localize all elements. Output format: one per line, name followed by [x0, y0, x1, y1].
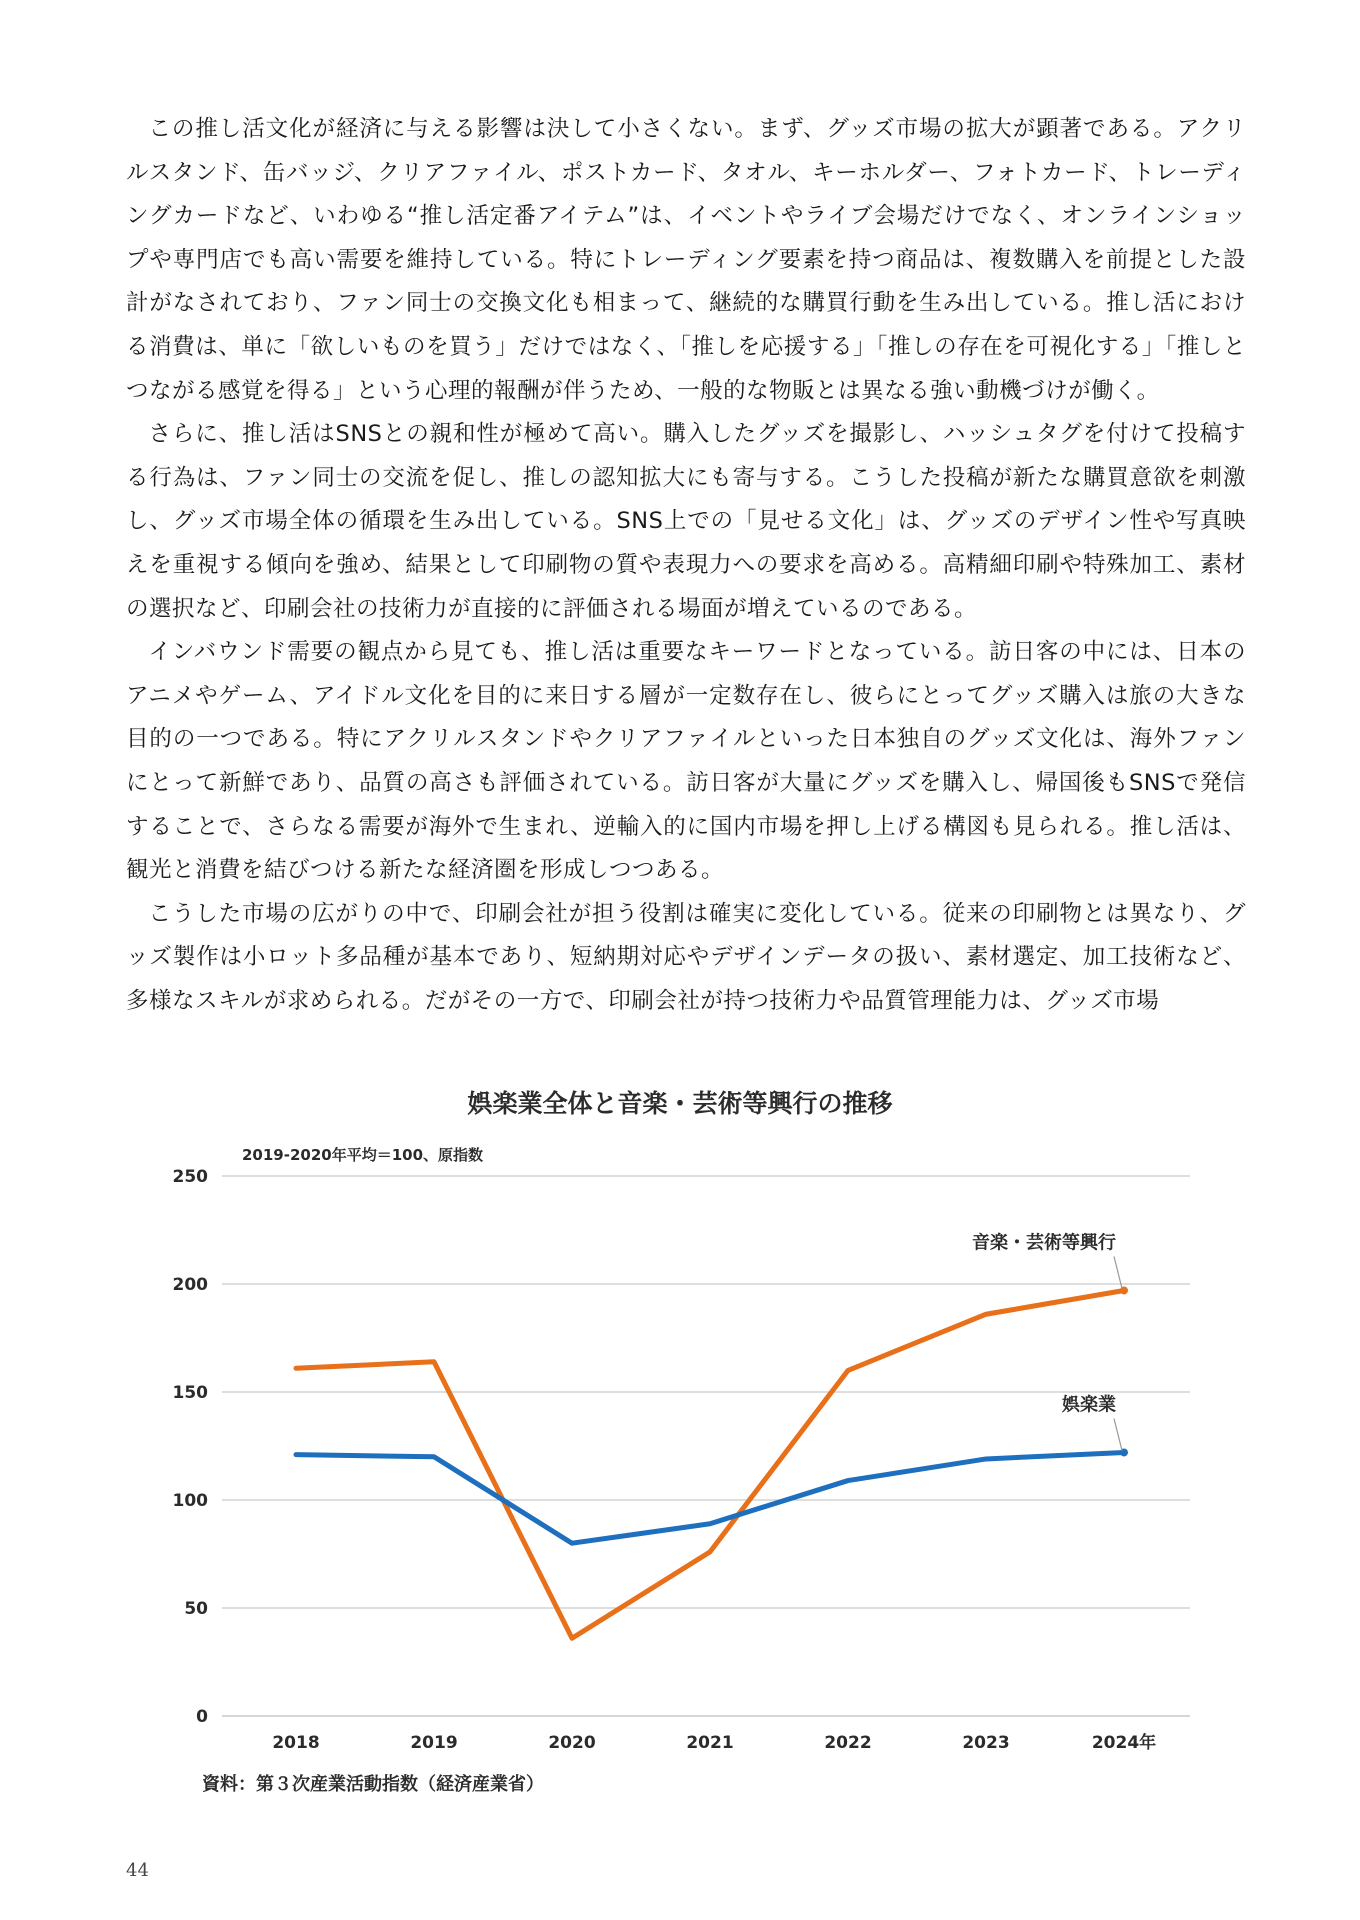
x-tick-label: 2024年 — [1091, 1733, 1157, 1753]
series-line — [296, 1452, 1124, 1543]
series-labels — [972, 1231, 1122, 1450]
x-tick-label: 2022 — [824, 1733, 872, 1753]
x-tick-label: 2019 — [410, 1733, 458, 1753]
paragraph-1: この推し活文化が経済に与える影響は決して小さくない。まず、グッズ市場の拡大が顕著である。アクリルスタンド、缶バッジ、クリアファイル、ポストカード、タオル、キーホルダー、フォトカード、トレーディングカードなど、いわゆる“推し活定番アイテム”は、イベントやライブ会場だけでなく、オンラインショップや専門店でも高い需要を維持している。特にトレーディング要素を持つ商品は、複数購入を前提とした設計がなされており、ファン同士の交換文化も相まって、継続的な購買行動を生み出している。推し活における消費は、単に「欲しいものを買う」だけではなく、「推しを応援する」「推しの存在を可視化する」「推しとつながる感覚を得る」という心理的報酬が伴うため、一般的な物販とは異なる強い動機づけが働く。 — [126, 116, 1246, 404]
series-lines — [296, 1286, 1128, 1638]
series-label: 音楽・芸術等興行 — [972, 1232, 1116, 1254]
chart-source: 資料：第３次産業活動指数（経済産業省） — [202, 1774, 544, 1795]
x-tick-label: 2020 — [548, 1733, 596, 1753]
line-chart — [150, 1080, 1220, 1810]
chart-svg — [150, 1080, 1220, 1810]
chart-title: 娯楽業全体と音楽・芸術等興行の推移 — [467, 1089, 893, 1118]
x-tick-label: 2021 — [686, 1733, 734, 1753]
chart-subtitle: 2019-2020年平均＝100、原指数 — [242, 1146, 484, 1164]
series-line — [296, 1290, 1124, 1638]
y-tick-label: 250 — [172, 1167, 208, 1187]
paragraph-4: こうした市場の広がりの中で、印刷会社が担う役割は確実に変化している。従来の印刷物とは異なり、グッズ製作は小ロット多品種が基本であり、短納期対応やデザインデータの扱い、素材選定、加工技術など、多様なスキルが求められる。だがその一方で、印刷会社が持つ技術力や品質管理能力は、グッズ市場 — [126, 900, 1246, 1014]
x-axis-ticks — [272, 1732, 1156, 1753]
y-axis-ticks — [173, 1167, 209, 1727]
y-tick-label: 150 — [172, 1383, 208, 1403]
y-tick-label: 0 — [196, 1707, 208, 1727]
x-tick-label: 2018 — [272, 1733, 320, 1753]
paragraph-2: さらに、推し活はSNSとの親和性が極めて高い。購入したグッズを撮影し、ハッシュタグを付けて投稿する行為は、ファン同士の交流を促し、推しの認知拡大にも寄与する。こうした投稿が新たな購買意欲を刺激し、グッズ市場全体の循環を生み出している。SNS上での「見せる文化」は、グッズのデザイン性や写真映えを重視する傾向を強め、結果として印刷物の質や表現力への要求を高める。高精細印刷や特殊加工、素材の選択など、印刷会社の技術力が直接的に評価される場面が増えているのである。 — [126, 421, 1246, 622]
y-tick-label: 100 — [172, 1491, 208, 1511]
gridlines — [222, 1176, 1190, 1716]
x-tick-label: 2023 — [962, 1733, 1010, 1753]
body-text — [126, 108, 1246, 1023]
page-number: 44 — [126, 1860, 149, 1881]
y-tick-label: 200 — [172, 1275, 208, 1295]
paragraph-3: インバウンド需要の観点から見ても、推し活は重要なキーワードとなっている。訪日客の中には、日本のアニメやゲーム、アイドル文化を目的に来日する層が一定数存在し、彼らにとってグッズ購入は旅の大きな目的の一つである。特にアクリルスタンドやクリアファイルといった日本独自のグッズ文化は、海外ファンにとって新鮮であり、品質の高さも評価されている。訪日客が大量にグッズを購入し、帰国後もSNSで発信することで、さらなる需要が海外で生まれ、逆輸入的に国内市場を押し上げる構図も見られる。推し活は、観光と消費を結びつける新たな経済圏を形成しつつある。 — [126, 639, 1246, 884]
series-label: 娯楽業 — [1062, 1394, 1116, 1416]
y-tick-label: 50 — [184, 1599, 208, 1619]
leader-line — [1114, 1418, 1122, 1450]
